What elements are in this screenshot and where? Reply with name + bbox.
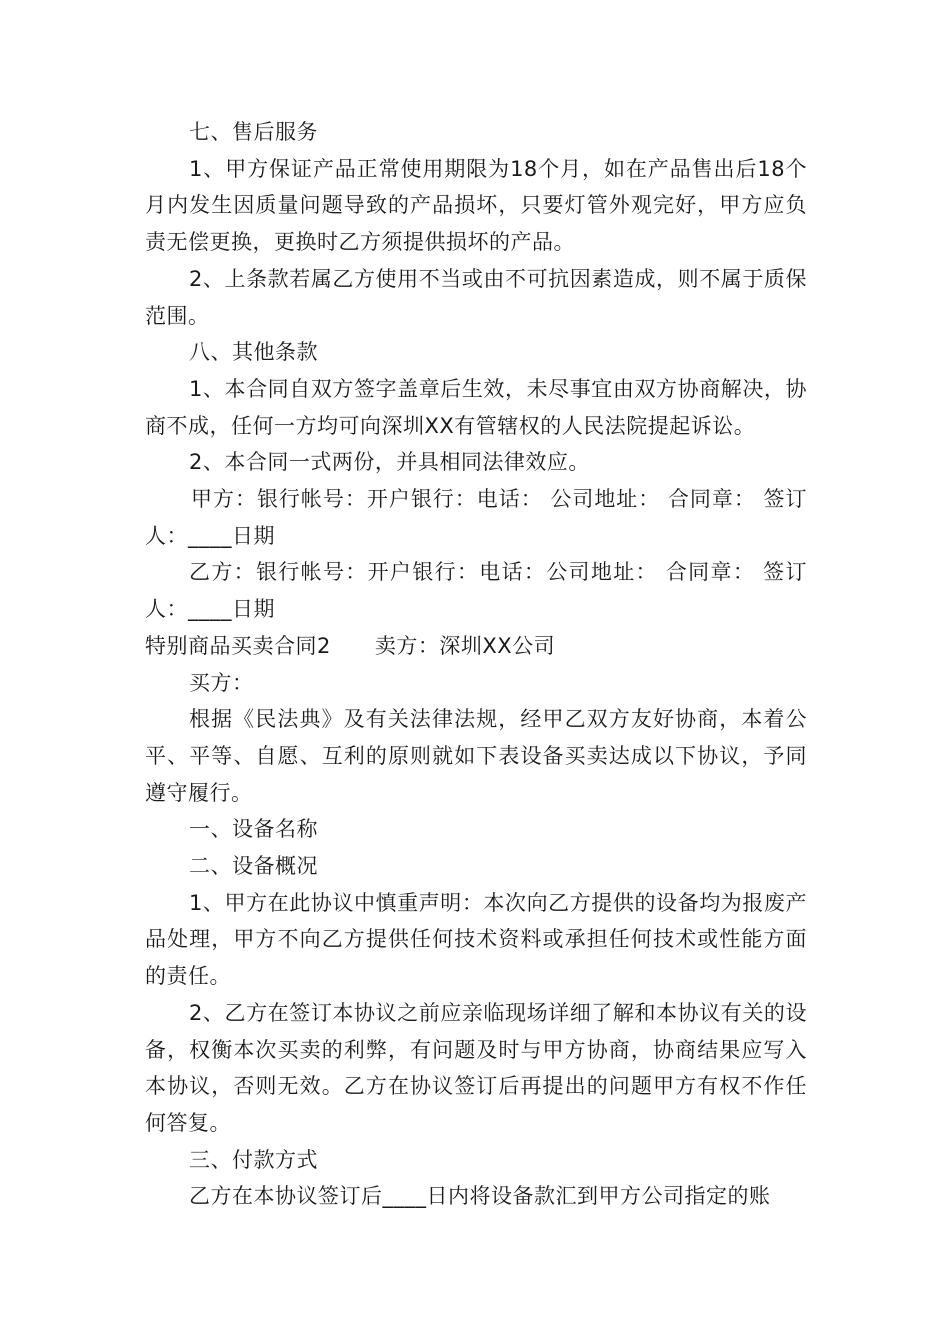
contract-2-title: 特别商品买卖合同2 xyxy=(145,633,331,658)
section-8-heading: 八、其他条款 xyxy=(189,340,318,365)
section-8-item-2: 2、本合同一式两份，并具相同法律效应。 xyxy=(189,450,590,475)
contract-2-seller: 卖方：深圳XX公司 xyxy=(374,633,556,658)
contract-2-title-line xyxy=(145,628,807,665)
section-7-item-1: 1、甲方保证产品正常使用期限为18个月，如在产品售出后18个月内发生因质量问题导致的产品损坏，只要灯管外观完好，甲方应负责无偿更换，更换时乙方须提供损坏的产品。 xyxy=(145,156,807,255)
section-8-item-1: 1、本合同自双方签字盖章后生效，未尽事宜由双方协商解决，协商不成，任何一方均可向深圳XX有管辖权的人民法院提起诉讼。 xyxy=(145,376,807,438)
contract-2-preamble: 根据《民法典》及有关法律法规，经甲乙双方友好协商，本着公平、平等、自愿、互利的原则就如下表设备买卖达成以下协议，予同遵守履行。 xyxy=(145,707,807,805)
contract-2-section-3-text: 乙方在本协议签订后____日内将设备款汇到甲方公司指定的账 xyxy=(189,1184,771,1209)
section-7-item-2: 2、上条款若属乙方使用不当或由不可抗因素造成，则不属于质保范围。 xyxy=(145,266,807,328)
section-7-heading: 七、售后服务 xyxy=(189,120,318,144)
contract-2-section-2-heading: 二、设备概况 xyxy=(189,854,318,879)
contract-2-section-3-heading: 三、付款方式 xyxy=(189,1147,318,1172)
contract-2-section-2-item-2: 2、乙方在签订本协议之前应亲临现场详细了解和本协议有关的设备，权衡本次买卖的利弊，有问题及时与甲方协商，协商结果应写入本协议，否则无效。乙方在协议签订后再提出的问题甲方有权不作任何答复。 xyxy=(145,1000,807,1135)
document-body xyxy=(145,114,807,1215)
buyer-line: 买方： xyxy=(189,670,254,695)
contract-2-section-2-item-1: 1、甲方在此协议中慎重声明：本次向乙方提供的设备均为报废产品处理，甲方不向乙方提供任何技术资料或承担任何技术或性能方面的责任。 xyxy=(145,890,807,989)
party-b-signature-block: 乙方：银行帐号：开户银行：电话：公司地址： 合同章： 签订人：____日期 xyxy=(145,560,807,622)
party-a-signature-block: 甲方：银行帐号：开户银行：电话： 公司地址： 合同章： 签订人：____日期 xyxy=(145,487,807,548)
contract-2-section-1-heading: 一、设备名称 xyxy=(189,817,318,842)
